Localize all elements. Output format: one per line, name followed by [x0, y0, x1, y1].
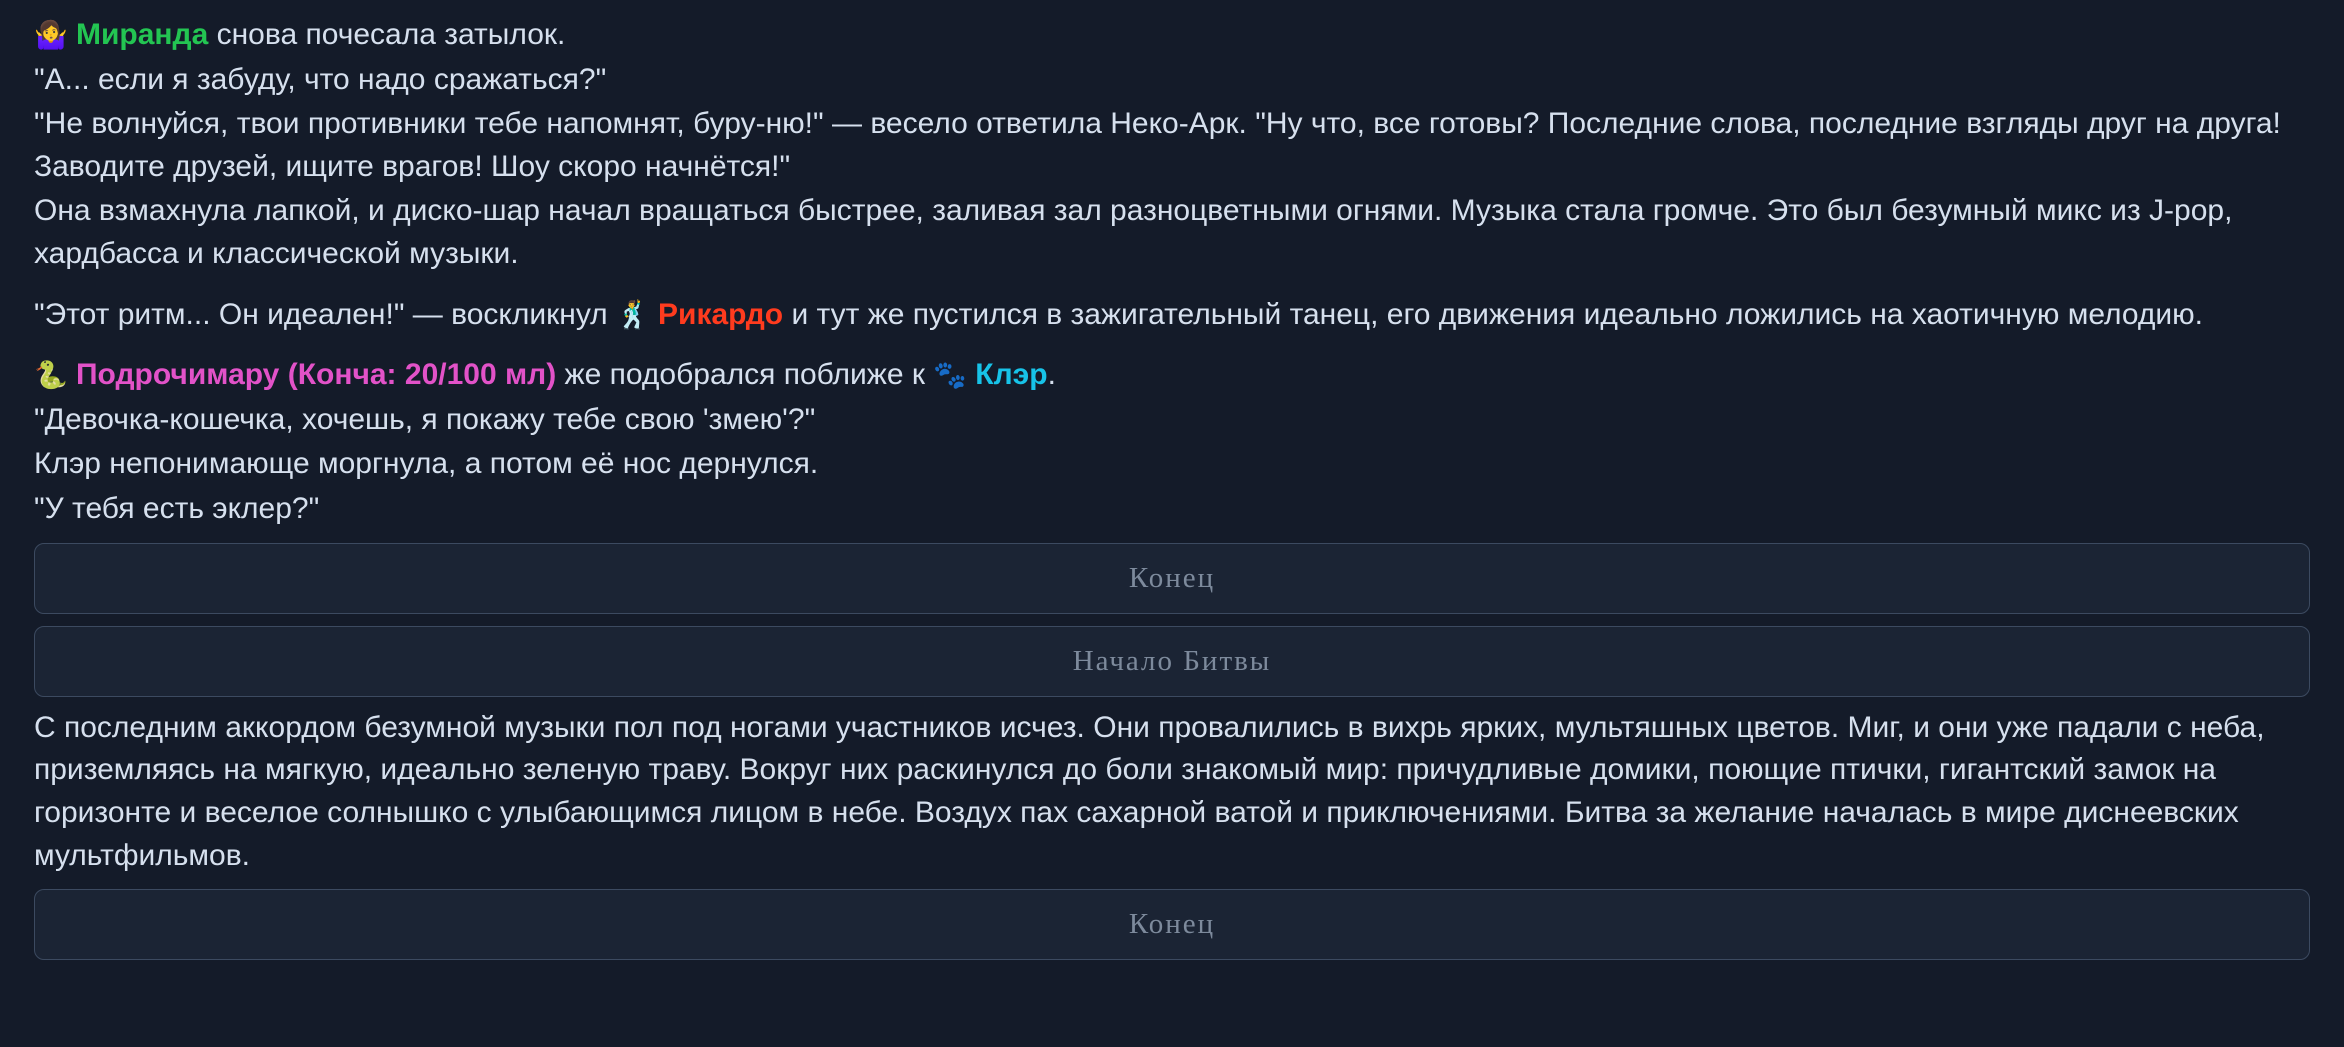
- story-line-disco: [34, 190, 2310, 275]
- story-text: "У тебя есть эклер?": [34, 491, 320, 525]
- story-line-clair-blink: [34, 443, 2310, 486]
- character-name-miranda: Миранда: [75, 18, 209, 51]
- story-line-neko-ark: [34, 103, 2310, 188]
- story-text: .: [1047, 358, 1056, 392]
- story-text: С последним аккордом безумной музыки пол под ногами участников исчез. Они провалились в вихрь ярких, мультяшных цветов. Миг, и они уже падали с неба, приземляясь на мягкую, идеально зеленую траву. Вокруг них раскинулся до боли знакомый мир: причудливые домики, поющие птички, гигантский замок на горизонте и веселое солнышко с улыбающимся лицом в небе. Воздух пах сахарной ватой и приключениями. Битва за желание началась в мире диснеевских мультфильмов.: [34, 710, 2265, 872]
- story-text: "А... если я забуду, что надо сражаться?": [34, 62, 607, 96]
- divider-battle-start[interactable]: Начало Битвы: [34, 626, 2310, 697]
- story-container: [34, 14, 2310, 960]
- character-name-ricardo: Рикардо: [658, 297, 784, 331]
- story-line-podro-quote: [34, 399, 2310, 442]
- story-line-podrochimaru: [34, 354, 2310, 397]
- story-text: снова почесала затылок.: [208, 18, 566, 51]
- story-line-ricardo: [34, 294, 2310, 337]
- story-text: Клэр непонимающе моргнула, а потом её нос дернулся.: [34, 447, 819, 481]
- woman-shrug-icon: 🤷‍♀️: [34, 20, 68, 51]
- story-line-miranda-quote: [34, 59, 2310, 102]
- paw-prints-icon: 🐾: [933, 360, 967, 392]
- story-text: Она взмахнула лапкой, и диско-шар начал вращаться быстрее, заливая зал разноцветными огнями. Музыка стала громче. Это был безумный микс из J-pop, хардбасса и классической музыки.: [34, 194, 2233, 270]
- story-text-prefix: "Этот ритм... Он идеален!" — воскликнул: [34, 297, 617, 331]
- divider-end-2[interactable]: Конец: [34, 889, 2310, 960]
- dancing-man-icon: 🕺: [616, 299, 650, 331]
- story-text: "Не волнуйся, твои противники тебе напомнят, буру-ню!" — весело ответила Неко-Арк. "Ну что, все готовы? Последние слова, последние взгляды друг на друга! Заводите друзей, ищите врагов! Шоу скоро начнётся!": [34, 107, 2281, 183]
- story-line-miranda: [34, 14, 2310, 57]
- story-text-mid: же подобрался поближе к: [556, 358, 934, 392]
- story-text: "Девочка-кошечка, хочешь, я покажу тебе свою 'змею'?": [34, 402, 816, 436]
- story-line-clair-quote: [34, 488, 2310, 531]
- character-name-clair: Клэр: [975, 358, 1048, 392]
- status-meter-koncha: (Конча: 20/100 мл): [279, 358, 557, 392]
- snake-icon: 🐍: [34, 360, 68, 392]
- story-epilogue: [34, 707, 2310, 877]
- story-text: и тут же пустился в зажигательный танец, его движения идеально ложились на хаотичную мелодию.: [783, 297, 2203, 331]
- spacer: [34, 697, 2310, 707]
- character-name-podrochimaru: Подрочимару: [75, 358, 280, 392]
- divider-end-1[interactable]: Конец: [34, 543, 2310, 614]
